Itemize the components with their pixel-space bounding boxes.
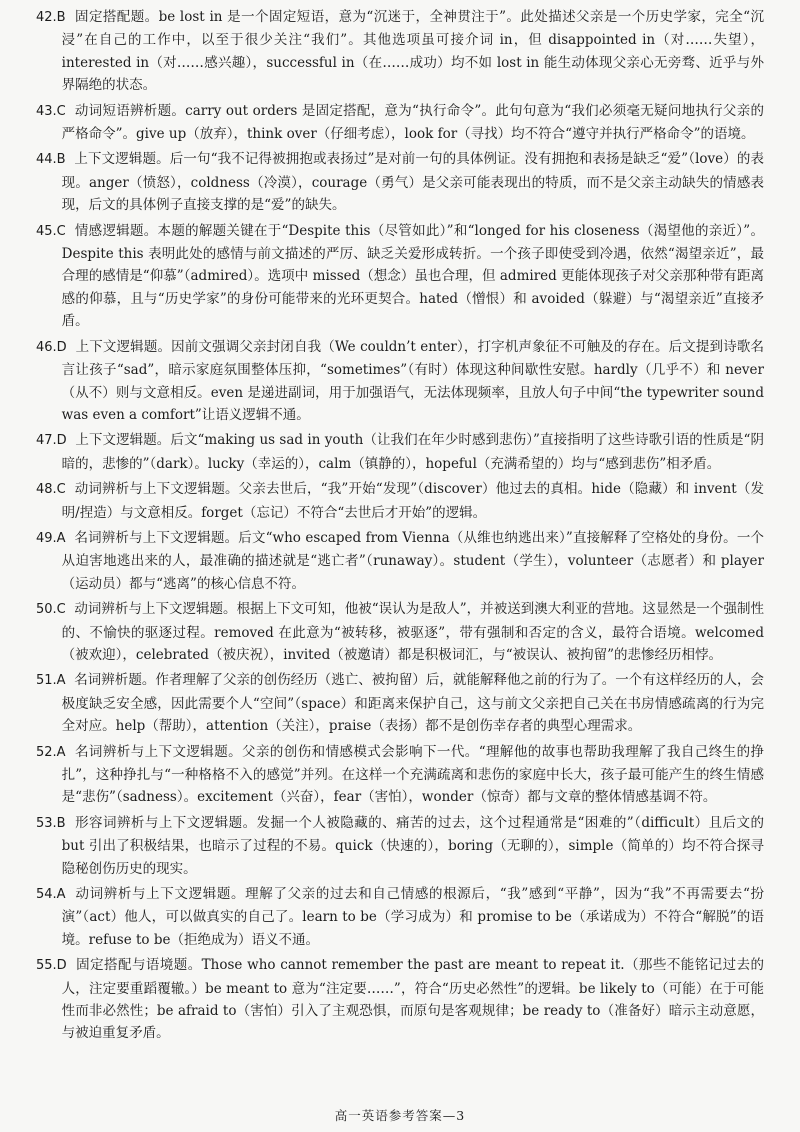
- answer-item-55: [36, 954, 764, 1045]
- answer-explanation: 名词辨析与上下文逻辑题。后文“who escaped from Vienna（从维也纳逃出来）”直接解释了空格处的身份。一个从迫害地逃出来的人，最准确的描述就是“逃亡者”（runaway）。student（学生），volunteer（志愿者）和 player（运动员）都与“逃离”的核心信息不符。: [61, 529, 764, 592]
- answer-item-44: [36, 148, 764, 216]
- answer-item-50: [36, 598, 764, 666]
- answer-item-48: [36, 478, 764, 524]
- answer-number: 50.C: [36, 602, 66, 618]
- answer-item-45: [36, 220, 764, 333]
- answer-item-46: [36, 336, 764, 427]
- answer-number: 48.C: [36, 482, 66, 498]
- answer-explanation: 形容词辨析与上下文逻辑题。发掘一个人被隐藏的、痛苦的过去，这个过程通常是“困难的”（difficult）且后文的 but 引出了积极结果，也暗示了过程的不易。quick（快速的），boring（无聊的），simple（简单的）均不符合探寻隐秘创伤历史的现实。: [61, 814, 764, 877]
- answer-number: 42.B: [36, 10, 66, 25]
- answer-list: [36, 6, 764, 1045]
- answer-explanation: 上下文逻辑题。后一句“我不记得被拥抱或表扬过”是对前一句的具体例证。没有拥抱和表扬是缺乏“爱”（love）的表现。anger（愤怒），coldness（冷漠），courage（勇气）是父亲可能表现出的特质，而不是父亲主动缺失的情感表现，后文的具体例子直接支撑的是“爱”的缺失。: [61, 151, 764, 214]
- answer-item-51: [36, 669, 764, 737]
- answer-explanation: 动词辨析与上下文逻辑题。父亲去世后，“我”开始“发现”（discover）他过去的真相。hide（隐藏）和 invent（发明/捏造）与文意相反。forget（忘记）不符合“去世后才开始”的逻辑。: [61, 481, 764, 521]
- answer-number: 51.A: [36, 673, 66, 689]
- answer-number: 45.C: [36, 223, 66, 239]
- answer-explanation: 动词辨析与上下文逻辑题。理解了父亲的过去和自己情感的根源后，“我”感到“平静”，因为“我”不再需要去“扮演”（act）他人，可以做真实的自己了。learn to be（学习成为）和 promise to be（承诺成为）不符合“解脱”的语境。refuse to be（拒绝成为）语义不通。: [61, 886, 764, 948]
- answer-explanation: 固定搭配与语境题。Those who cannot remember the past are meant to repeat it.（那些不能铭记过去的人，注定要重蹈覆辙。）be meant to 意为“注定要……”，符合“历史必然性”的逻辑。be likely to（可能）在于可能性而非必然性；be afraid to（害怕）引入了主观恐惧，而原句是客观规律；be ready to（准备好）暗示主动意愿，与被迫重复矛盾。: [61, 957, 764, 1042]
- answer-explanation: 动词短语辨析题。carry out orders 是固定搭配，意为“执行命令”。此句句意为“我们必须毫无疑问地执行父亲的严格命令”。give up（放弃），think over（仔细考虑），look for（寻找）均不符合“遵守并执行严格命令”的语境。: [61, 102, 764, 143]
- answer-number: 44.B: [36, 152, 66, 168]
- answer-explanation: 情感逻辑题。本题的解题关键在于“Despite this（尽管如此）”和“longed for his closeness（渴望他的亲近）”。Despite this 表明此处的感情与前文描述的严厉、缺乏关爱形成转折。一个孩子即使受到冷遇，依然“渴望亲近”，最合理的感情是“仰慕”（admired）。选项中 missed（想念）虽也合理，但 admired 更能体现孩子对父亲那种带有距离感的仰慕，且与“历史学家”的身份可能带来的光环更契合。hated（憎恨）和 avoided（躲避）与“渴望亲近”直接矛盾。: [61, 222, 764, 330]
- answer-number: 49.A: [36, 530, 66, 546]
- answer-number: 53.B: [36, 815, 66, 831]
- answer-number: 47.D: [36, 433, 67, 449]
- answer-number: 46.D: [36, 339, 67, 355]
- answer-item-42: [36, 6, 764, 97]
- answer-number: 54.A: [36, 887, 66, 903]
- page-footer: 高一英语参考答案—3: [334, 1108, 466, 1123]
- answer-number: 52.A: [36, 744, 66, 760]
- answer-item-43: [36, 100, 764, 146]
- answer-explanation: 上下文逻辑题。后文“making us sad in youth（让我们在年少时感到悲伤）”直接指明了这些诗歌引语的性质是“阴暗的，悲惨的”（dark）。lucky（幸运的），calm（镇静的），hopeful（充满希望的）均与“感到悲伤”相矛盾。: [61, 432, 764, 472]
- answer-number: 43.C: [36, 103, 66, 119]
- answer-explanation: 动词辨析与上下文逻辑题。根据上下文可知，他被“误认为是敌人”，并被送到澳大利亚的营地。这显然是一个强制性的、不愉快的驱逐过程。removed 在此意为“被转移，被驱逐”，带有强制和否定的含义，最符合语境。welcomed（被欢迎），celebrated（被庆祝），invited（被邀请）都是积极词汇，与“被误认、被拘留”的悲惨经历相悖。: [61, 601, 764, 663]
- answer-number: 55.D: [36, 958, 67, 974]
- answer-explanation: 上下文逻辑题。因前文强调父亲封闭自我（We couldn’t enter），打字机声象征不可触及的存在。后文提到诗歌名言让孩子“sad”，暗示家庭氛围整体压抑，“sometimes”（有时）体现这种间歇性安慰。hardly（几乎不）和 never（从不）则与文意相反。even 是递进副词，用于加强语气，无法体现频率，且放人句子中间“the typewriter sound was even a comfort”让语义逻辑不通。: [61, 338, 764, 423]
- answer-explanation: 名词辨析题。作者理解了父亲的创伤经历（逃亡、被拘留）后，就能解释他之前的行为了。一个有这样经历的人，会极度缺乏安全感，因此需要个人“空间”（space）和距离来保护自己，这与前文父亲把自己关在书房情感疏离的行为完全对应。help（帮助），attention（关注），praise（表扬）都不是创伤幸存者的典型心理需求。: [61, 672, 764, 735]
- answer-item-54: [36, 883, 764, 951]
- answer-item-49: [36, 527, 764, 595]
- answer-item-47: [36, 429, 764, 475]
- answer-item-52: [36, 741, 764, 809]
- answer-explanation: 固定搭配题。be lost in 是一个固定短语，意为“沉迷于，全神贯注于”。此处描述父亲是一个历史学家，完全“沉浸”在自己的工作中，以至于很少关注“我们”。其他选项虽可接介词 in，但 disappointed in（对……失望），interested in（对……感兴趣），successful in（在……成功）均不如 lost in 能生动体现父亲心无旁骛、近乎与外界隔绝的状态。: [61, 9, 764, 94]
- answer-explanation: 名词辨析与上下文逻辑题。父亲的创伤和情感模式会影响下一代。“理解他的故事也帮助我理解了我自己终生的挣扎”，这种挣扎与“一种格格不入的感觉”并列。在这样一个充满疏离和悲伤的家庭中长大，孩子最可能产生的终生情感是“悲伤”（sadness）。excitement（兴奋），fear（害怕），wonder（惊奇）都与文章的整体情感基调不符。: [61, 743, 764, 806]
- answer-item-53: [36, 812, 764, 880]
